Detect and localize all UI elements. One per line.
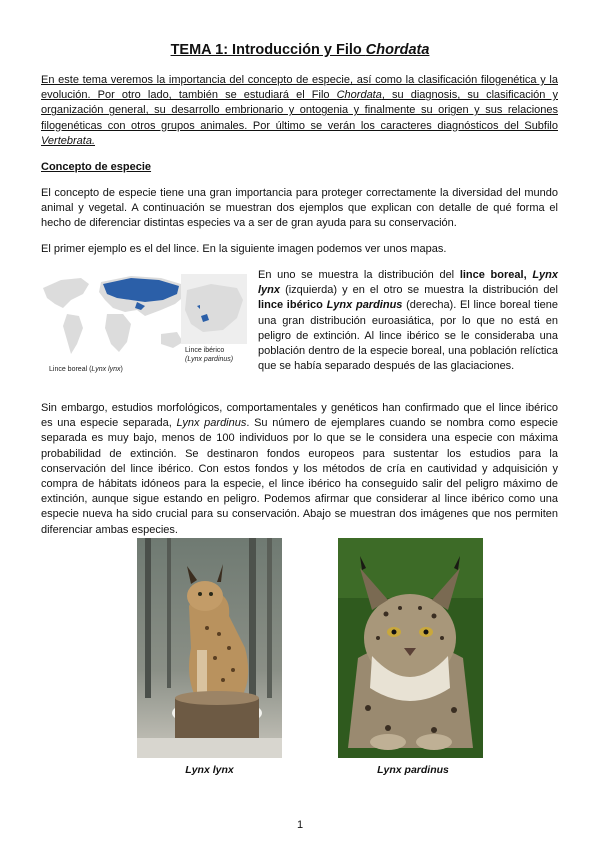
map-label-boreal: Lince boreal (Lynx lynx) bbox=[49, 366, 123, 373]
paragraph-iberian-lynx: Sin embargo, estudios morfológicos, comportamentales y genéticos han confirmado que el lince ibérico es una especie separada, Lynx pardinus. Su número de ejemplares cuando se nombra como especie separada es muy bajo, menos de 100 individuos por lo que se le considera una especie con máxima probabilidad de extinción. Se destinaron fondos europeos para sustentar los estudios para la conservación del lince ibérico. Con estos fondos y los métodos de cría en cautividad y adquisición y compra de hábitats idóneos para la especie, el lince ibérico ha conseguido salir del peligro máximo de extinción, aunque sigue estando en peligro. Podemos afirmar que considerar al lince ibérico como una especie nueva ha sido crucial para su conservación. Abajo se muestran dos imágenes que nos permiten diferenciar ambas especies. bbox=[41, 402, 558, 536]
intro-paragraph: En este tema veremos la importancia del concepto de especie, así como la clasificación filogenética y la evolución. Por otro lado, también se estudiará el Filo Chordata, su diagnosis, su clasificación y organización general, su desarrollo embrionario y ontogenia y finalmente su origen y sus relaciones filogenéticas con otros grupos animales. Por último se verán los caracteres diagnósticos del Subfilo Vertebrata. bbox=[41, 74, 558, 147]
map-label-iberico-species: (Lynx pardinus) bbox=[185, 356, 234, 363]
map-label-iberico: Lince ibérico bbox=[185, 347, 225, 354]
page-title: TEMA 1: Introducción y Filo Chordata bbox=[170, 42, 430, 58]
caption-lynx-pardinus: Lynx pardinus bbox=[377, 764, 449, 776]
paragraph-maps-description: En uno se muestra la distribución del lince boreal, Lynx lynx (izquierda) y en el otro se muestra la distribución del lince ibérico Lynx pardinus (derecha). El lince boreal tiene una gran distribución euroasiática, por lo que no está en peligro de extinción. Al lince ibérico se le consideraba una población dentro de la especie boreal, una población relíctica que se había separado después de las glaciaciones. bbox=[258, 269, 558, 373]
photo-lynx-pardinus bbox=[338, 538, 483, 758]
photo-lynx-lynx bbox=[137, 538, 282, 758]
lynx-distribution-maps bbox=[41, 270, 249, 380]
iberia-map bbox=[181, 274, 247, 344]
paragraph-species-concept: El concepto de especie tiene una gran importancia para proteger correctamente la diversidad del mundo animal y vegetal. A continuación se muestran dos ejemplos que explican con detalle de qué forma el hecho de diferenciar distintas especies va a ser de gran ayuda para su conservación. bbox=[41, 187, 558, 230]
page-number: 1 bbox=[296, 819, 304, 831]
section-heading: Concepto de especie bbox=[41, 161, 152, 173]
paragraph-first-example: El primer ejemplo es el del lince. En la siguiente imagen podemos ver unos mapas. bbox=[41, 243, 447, 255]
caption-lynx-lynx: Lynx lynx bbox=[185, 764, 234, 776]
world-map bbox=[43, 276, 187, 354]
